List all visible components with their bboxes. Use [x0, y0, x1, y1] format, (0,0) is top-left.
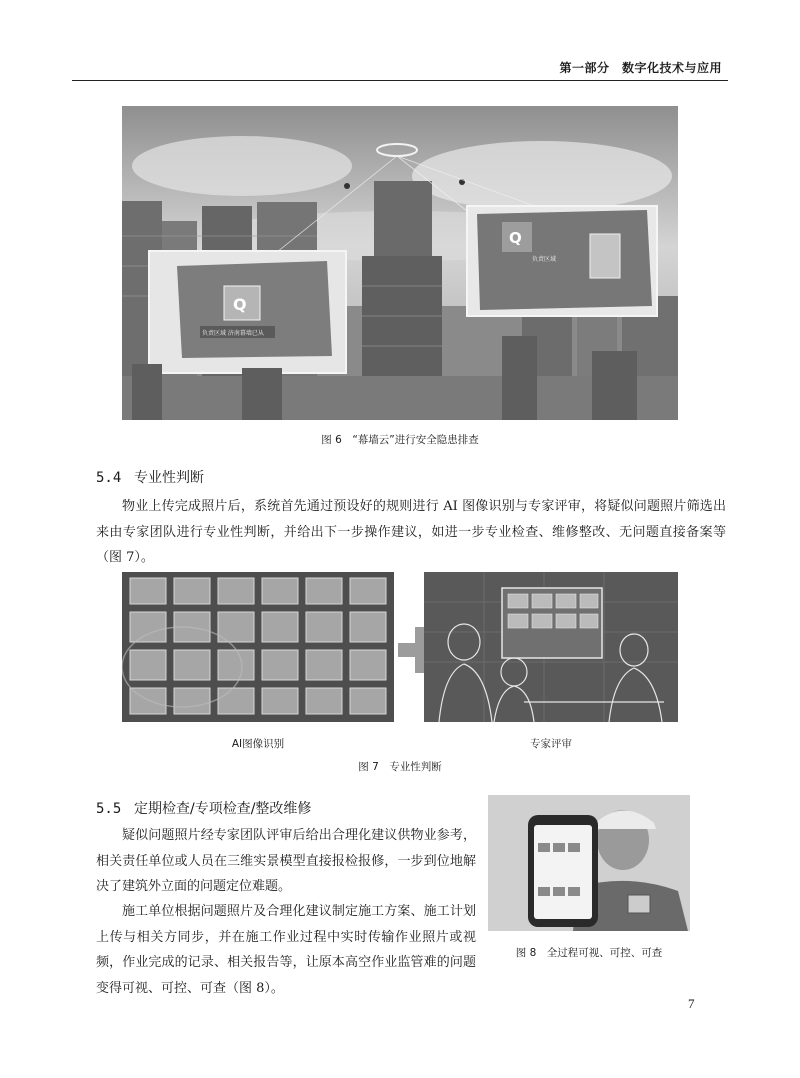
section-title: 专业性判断: [134, 470, 204, 486]
running-header-title: 第一部分 数字化技术与应用: [559, 61, 722, 75]
worker-phone-illustration: [488, 795, 690, 931]
figure-7-right-label: 专家评审: [530, 738, 572, 750]
ai-image-grid-illustration: [122, 572, 394, 722]
section-number: 5.5: [96, 801, 122, 817]
section-number: 5.4: [96, 470, 122, 486]
figure-7-left-image: [122, 572, 394, 722]
figure-6-caption: 图 6 “幕墙云”进行安全隐患排查: [321, 434, 479, 446]
figure-7-caption: 图 7 专业性判断: [358, 761, 442, 773]
city-skyline-illustration: [122, 106, 678, 420]
running-header: [72, 56, 728, 81]
figure-8-caption: 图 8 全过程可视、可控、可查: [515, 947, 663, 959]
left-overlay-panel: [149, 251, 346, 373]
section-5-5-paragraph-2: 施工单位根据问题照片及合理化建议制定施工方案、施工计划上传与相关方同步，并在施工作业过程中实时传输作业照片或视频，作业完成的记录、相关报告等，让原本高空作业监管难的问题变得可视、可控、可查（图 8）。: [96, 904, 476, 996]
svg-text:负责区域 济南幕墙已从: 负责区域 济南幕墙已从: [202, 330, 264, 337]
section-5-4-heading: [96, 467, 204, 487]
figure-8-image: [488, 795, 690, 931]
page-number: 7: [688, 996, 695, 1011]
svg-text:Q: Q: [233, 295, 247, 314]
expert-review-illustration: [424, 572, 678, 722]
figure-7-left-label: AI图像识别: [231, 738, 285, 750]
right-overlay-panel: [467, 206, 657, 316]
section-5-4-paragraph: 物业上传完成照片后，系统首先通过预设好的规则进行 AI 图像识别与专家评审，将疑似问题照片筛选出来由专家团队进行专业性判断，并给出下一步操作建议，如进一步专业检查、维修整改、无问题直接备案等（图 7）。: [96, 499, 726, 565]
figure-7-right-image: [424, 572, 678, 722]
section-5-5-paragraph-1: 疑似问题照片经专家团队评审后给出合理化建议供物业参考，相关责任单位或人员在三维实景模型直接报检报修，一步到位地解决了建筑外立面的问题定位难题。: [96, 828, 476, 894]
section-5-5-heading: [96, 798, 311, 818]
svg-text:负责区域: 负责区域: [532, 256, 557, 263]
section-title: 定期检查/专项检查/整改维修: [134, 801, 312, 817]
svg-text:Q: Q: [509, 229, 522, 247]
figure-6-image: [122, 106, 678, 420]
